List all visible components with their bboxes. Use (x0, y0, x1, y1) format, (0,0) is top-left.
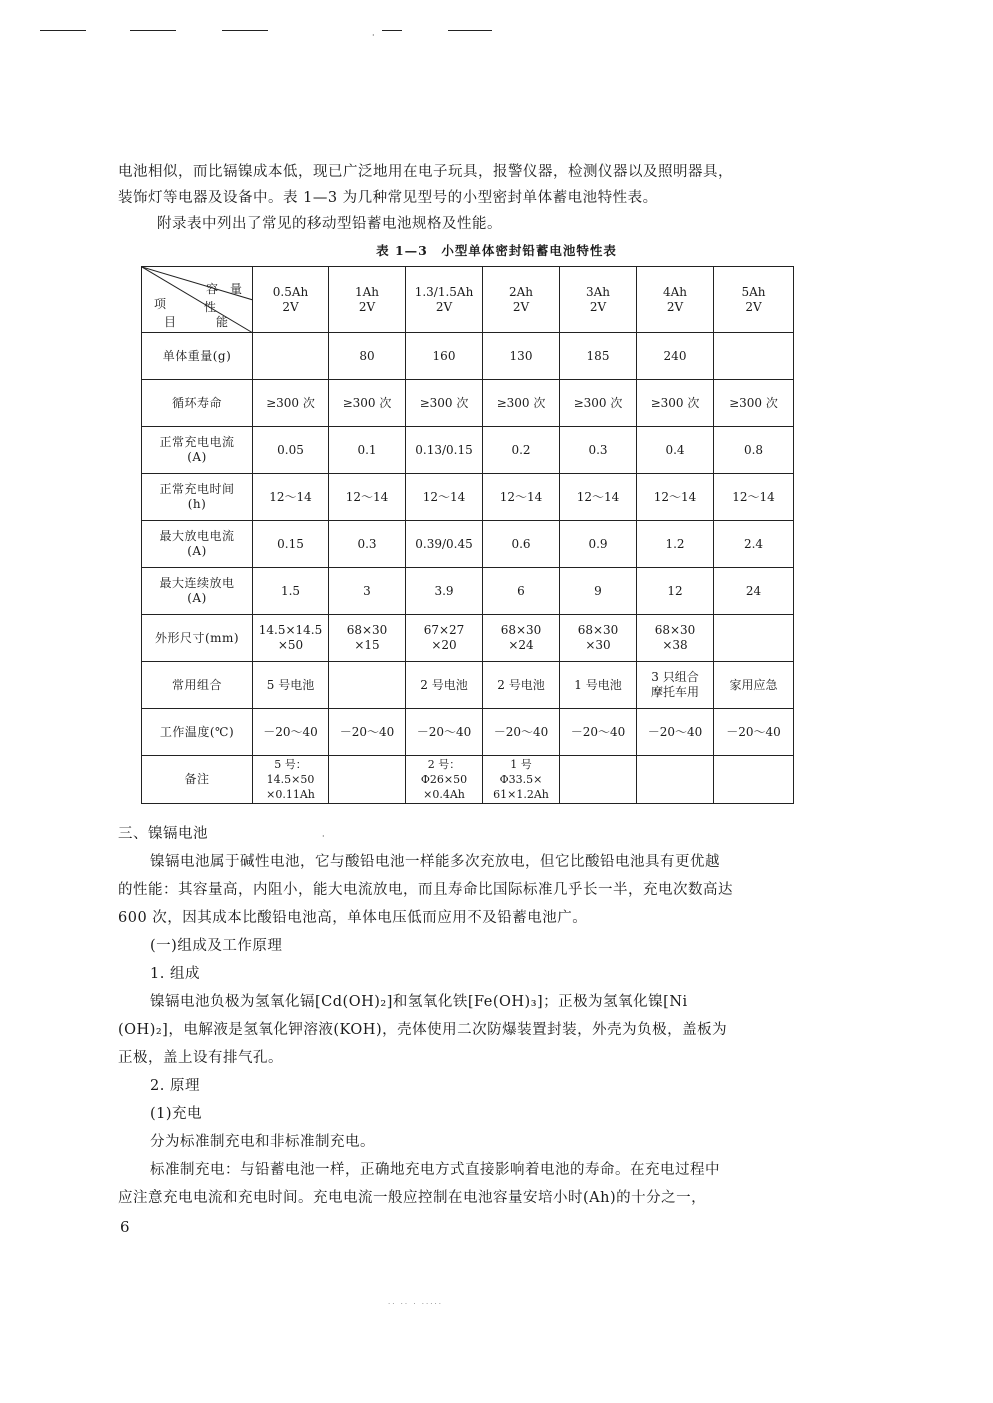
cell-line: 12～14 (576, 489, 620, 504)
table-row (142, 521, 794, 568)
value-cell (406, 709, 483, 756)
subheading: (一)组成及工作原理 (150, 938, 283, 954)
cell-line: 0.3 (357, 536, 377, 551)
value-cell (483, 756, 560, 804)
print-speck: · (322, 832, 325, 841)
value-cell (637, 568, 714, 615)
cell-line: －20～40 (570, 724, 626, 739)
value-cell (714, 615, 794, 662)
table-row (142, 709, 794, 756)
cell-line: 2 号电池 (497, 677, 545, 692)
cell-line: 12～14 (499, 489, 543, 504)
value-cell (483, 615, 560, 662)
cell-line: 1 号电池 (574, 677, 622, 692)
cell-line: ×30 (585, 638, 611, 652)
corner-label-right: 能 (216, 315, 229, 329)
body-line: 镍镉电池属于碱性电池，它与酸铅电池一样能多次充放电，但它比酸铅电池具有更优越 (150, 854, 720, 870)
value-cell (329, 615, 406, 662)
cell-line: 1 号 (510, 758, 532, 771)
body-line: 应注意充电电流和充电时间。充电电流一般应控制在电池容量安培小时(Ah)的十分之一， (118, 1190, 707, 1206)
header-rule (382, 30, 402, 31)
row-label-line: 正常充电电流 (159, 435, 235, 449)
value-cell (406, 662, 483, 709)
cell-line: ≥300 次 (729, 395, 778, 410)
value-cell (483, 380, 560, 427)
value-cell (483, 427, 560, 474)
cell-line: 3.9 (434, 583, 454, 598)
cell-line: 61×1.2Ah (493, 788, 549, 801)
body-line: 的性能：其容量高，内阻小，能大电流放电，而且寿命比国际标准几乎长一半，充电次数高达 (118, 882, 733, 898)
cell-line: ×38 (662, 638, 688, 652)
cell-line: 0.2 (511, 442, 531, 457)
cell-line: ×50 (277, 638, 304, 652)
cell-line: 12～14 (345, 489, 389, 504)
header-line: 2V (358, 299, 376, 314)
cell-line: 5 号： (274, 758, 307, 771)
cell-line: 1.5 (280, 583, 301, 598)
capacity-header-cell (329, 267, 406, 333)
cell-line: 2 号电池 (420, 677, 468, 692)
table-row (142, 333, 794, 380)
header-line: 2V (435, 299, 453, 314)
body-line: (OH)₂]，电解液是氢氧化钾溶液(KOH)，壳体使用二次防爆装置封装，外壳为负极，盖板为 (118, 1022, 728, 1038)
cell-line: 0.8 (743, 442, 764, 457)
value-cell (714, 521, 794, 568)
value-cell (714, 427, 794, 474)
value-cell (329, 474, 406, 521)
value-cell (406, 474, 483, 521)
value-cell (714, 333, 794, 380)
cell-line: 80 (359, 348, 375, 363)
cell-line: －20～40 (339, 724, 395, 739)
value-cell (714, 709, 794, 756)
row-label-line: 备注 (184, 772, 210, 786)
cell-line: 9 (594, 583, 602, 598)
value-cell (253, 615, 329, 662)
cell-line: －20～40 (416, 724, 472, 739)
body-line: 600 次，因其成本比酸铅电池高，单体电压低而应用不及铅蓄电池广。 (118, 910, 588, 926)
row-label-cell (142, 568, 253, 615)
header-rule (130, 30, 176, 31)
subheading: (1)充电 (150, 1106, 203, 1122)
value-cell (329, 662, 406, 709)
corner-label-mid: 性 (204, 300, 217, 314)
cell-line: 0.15 (277, 536, 304, 551)
table-row (142, 568, 794, 615)
row-label-line: (h) (187, 497, 207, 511)
cell-line: 14.5×50 (266, 773, 315, 786)
value-cell (714, 380, 794, 427)
value-cell (253, 709, 329, 756)
page-number: 6 (120, 1218, 130, 1236)
cell-line: 3 只组合 (651, 670, 699, 684)
value-cell (560, 568, 637, 615)
header-line: 2V (589, 299, 607, 314)
header-line: 2V (666, 299, 684, 314)
cell-line: 12～14 (732, 489, 775, 504)
value-cell (637, 756, 714, 804)
value-cell (329, 709, 406, 756)
value-cell (560, 474, 637, 521)
value-cell (560, 756, 637, 804)
value-cell (637, 615, 714, 662)
body-line: 标准制充电：与铅蓄电池一样，正确地充电方式直接影响着电池的寿命。在充电过程中 (150, 1162, 720, 1178)
cell-line: －20～40 (647, 724, 703, 739)
row-label-cell (142, 662, 253, 709)
subheading: 1. 组成 (150, 966, 200, 982)
value-cell (483, 709, 560, 756)
cell-line: 14.5×14.5 (258, 623, 323, 637)
value-cell (406, 521, 483, 568)
cell-line: ×24 (508, 638, 534, 652)
cell-line: 3 (363, 583, 371, 598)
cell-line: 68×30 (577, 623, 619, 637)
row-label-cell (142, 521, 253, 568)
cell-line: Φ26×50 (420, 773, 468, 786)
value-cell (329, 756, 406, 804)
cell-line: ×0.11Ah (266, 788, 315, 801)
capacity-header-cell (406, 267, 483, 333)
cell-line: ≥300 次 (266, 395, 315, 410)
row-label-line: 工作温度(℃) (159, 724, 235, 739)
row-label-line: 正常充电时间 (159, 482, 235, 496)
cell-line: 160 (432, 348, 456, 363)
row-label-cell (142, 427, 253, 474)
cell-line: 家用应急 (729, 677, 778, 692)
value-cell (637, 521, 714, 568)
body-line: 分为标准制充电和非标准制充电。 (150, 1134, 375, 1150)
corner-label-bottom: 目 (164, 315, 177, 329)
value-cell (329, 568, 406, 615)
header-line: 5Ah (741, 284, 766, 299)
battery-spec-table (141, 266, 794, 804)
value-cell (329, 427, 406, 474)
value-cell (253, 521, 329, 568)
cell-line: ≥300 次 (496, 395, 546, 410)
cell-line: 0.05 (277, 442, 304, 457)
cell-line: ×0.4Ah (423, 788, 465, 801)
corner-header-cell (142, 267, 253, 333)
value-cell (560, 333, 637, 380)
body-line: 电池相似，而比镉镍成本低，现已广泛地用在电子玩具，报警仪器，检测仪器以及照明器具， (118, 164, 733, 180)
section-heading: 三、镍镉电池 (118, 826, 208, 842)
cell-line: ≥300 次 (573, 395, 623, 410)
print-speck: · (372, 31, 375, 40)
cell-line: －20～40 (726, 724, 781, 739)
cell-line: 130 (509, 348, 533, 363)
cell-line: Φ33.5× (499, 773, 543, 786)
cell-line: 67×27 (423, 623, 465, 637)
cell-line: 68×30 (654, 623, 696, 637)
value-cell (329, 521, 406, 568)
value-cell (406, 615, 483, 662)
value-cell (253, 662, 329, 709)
cell-line: 6 (517, 583, 525, 598)
cell-line: 12～14 (269, 489, 312, 504)
table-row (142, 380, 794, 427)
capacity-header-cell (253, 267, 329, 333)
value-cell (253, 333, 329, 380)
row-label-line: 单体重量(g) (162, 348, 232, 363)
value-cell (406, 333, 483, 380)
cell-line: ×20 (431, 638, 457, 652)
subheading: 2. 原理 (150, 1078, 200, 1094)
value-cell (560, 615, 637, 662)
value-cell (637, 380, 714, 427)
value-cell (637, 709, 714, 756)
cell-line: ×15 (354, 638, 380, 652)
table-header-row (142, 267, 794, 333)
cell-line: 68×30 (500, 623, 542, 637)
value-cell (637, 427, 714, 474)
row-label-line: 循环寿命 (171, 395, 222, 410)
value-cell (714, 662, 794, 709)
cell-line: 24 (745, 583, 762, 598)
cell-line: 摩托车用 (650, 685, 699, 699)
row-label-line: 最大放电电流 (159, 529, 235, 543)
header-line: 2V (745, 299, 762, 314)
cell-line: 240 (663, 348, 687, 363)
table-row (142, 615, 794, 662)
cell-line: 0.6 (511, 536, 531, 551)
row-label-cell (142, 474, 253, 521)
table-row (142, 474, 794, 521)
value-cell (406, 380, 483, 427)
value-cell (560, 709, 637, 756)
value-cell (714, 568, 794, 615)
cell-line: 0.1 (357, 442, 377, 457)
table-caption: 表 1—3 小型单体密封铅蓄电池特性表 (376, 243, 617, 258)
header-rule (40, 30, 86, 31)
cell-line: 2 号： (427, 758, 461, 771)
value-cell (483, 662, 560, 709)
value-cell (714, 474, 794, 521)
header-line: 3Ah (585, 284, 611, 299)
value-cell (253, 756, 329, 804)
value-cell (253, 427, 329, 474)
value-cell (483, 521, 560, 568)
row-label-line: 常用组合 (171, 677, 222, 692)
body-line: 正极，盖上设有排气孔。 (118, 1050, 283, 1066)
capacity-header-cell (714, 267, 794, 333)
corner-label-left: 项 (154, 297, 167, 311)
value-cell (483, 568, 560, 615)
value-cell (483, 333, 560, 380)
cell-line: 0.4 (665, 442, 685, 457)
capacity-header-cell (560, 267, 637, 333)
value-cell (637, 662, 714, 709)
value-cell (253, 380, 329, 427)
body-line: 附录表中列出了常见的移动型铅蓄电池规格及性能。 (157, 216, 502, 232)
cell-line: 0.9 (588, 536, 608, 551)
row-label-line: (A) (187, 591, 207, 605)
cell-line: ≥300 次 (419, 395, 469, 410)
row-label-line: (A) (187, 544, 207, 558)
row-label-cell (142, 333, 253, 380)
body-line: 镍镉电池负极为氢氧化镉[Cd(OH)₂]和氢氧化铁[Fe(OH)₃]；正极为氢氧化镍[Ni (150, 994, 688, 1010)
cell-line: 68×30 (346, 623, 388, 637)
value-cell (560, 380, 637, 427)
value-cell (560, 427, 637, 474)
cell-line: －20～40 (263, 724, 318, 739)
cell-line: 5 号电池 (266, 677, 315, 692)
value-cell (637, 474, 714, 521)
value-cell (714, 756, 794, 804)
value-cell (253, 474, 329, 521)
corner-label-top: 容 量 (206, 282, 243, 296)
capacity-header-cell (637, 267, 714, 333)
header-line: 1Ah (354, 284, 380, 299)
cell-line: 0.3 (588, 442, 608, 457)
value-cell (560, 662, 637, 709)
header-rule (222, 30, 268, 31)
cell-line: 12 (667, 583, 683, 598)
header-line: 2V (282, 299, 299, 314)
value-cell (406, 568, 483, 615)
header-line: 0.5Ah (272, 284, 309, 299)
cell-line: 12～14 (653, 489, 697, 504)
cell-line: 0.39/0.45 (415, 536, 473, 551)
header-line: 1.3/1.5Ah (414, 284, 474, 299)
value-cell (406, 756, 483, 804)
row-label-line: 最大连续放电 (159, 576, 235, 590)
cell-line: ≥300 次 (650, 395, 700, 410)
table-row (142, 662, 794, 709)
row-label-cell (142, 615, 253, 662)
footer-faint-text: ·· ·· · ····· (388, 1300, 443, 1308)
cell-line: 0.13/0.15 (415, 442, 473, 457)
table-row (142, 756, 794, 804)
table-row (142, 427, 794, 474)
cell-line: 185 (586, 348, 610, 363)
body-line: 装饰灯等电器及设备中。表 1—3 为几种常见型号的小型密封单体蓄电池特性表。 (118, 190, 658, 206)
header-rule (448, 30, 492, 31)
cell-line: ≥300 次 (342, 395, 392, 410)
cell-line: －20～40 (493, 724, 549, 739)
row-label-cell (142, 709, 253, 756)
value-cell (329, 333, 406, 380)
row-label-line: 外形尺寸(mm) (154, 630, 240, 645)
value-cell (329, 380, 406, 427)
header-line: 2V (512, 299, 530, 314)
row-label-line: (A) (187, 450, 207, 464)
value-cell (483, 474, 560, 521)
header-line: 2Ah (508, 284, 534, 299)
cell-line: 2.4 (743, 536, 764, 551)
value-cell (637, 333, 714, 380)
header-line: 4Ah (662, 284, 688, 299)
cell-line: 12～14 (422, 489, 466, 504)
value-cell (560, 521, 637, 568)
row-label-cell (142, 380, 253, 427)
value-cell (406, 427, 483, 474)
value-cell (253, 568, 329, 615)
cell-line: 1.2 (665, 536, 685, 551)
row-label-cell (142, 756, 253, 804)
capacity-header-cell (483, 267, 560, 333)
